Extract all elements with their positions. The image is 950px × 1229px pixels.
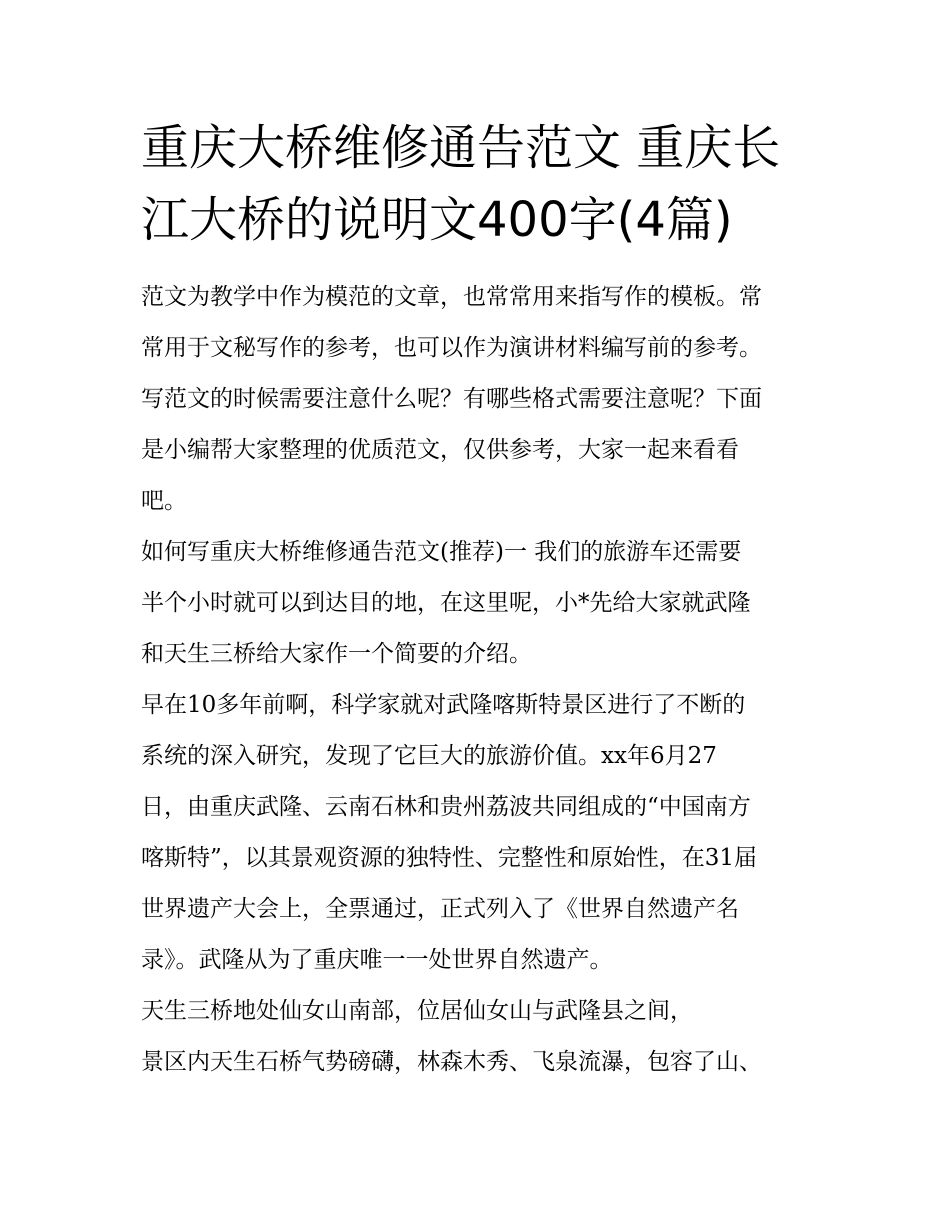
text-line: 常用于文秘写作的参考，也可以作为演讲材料编写前的参考。 — [141, 335, 762, 361]
text-line: 如何写重庆大桥维修通告范文(推荐)一 我们的旅游车还需要 — [141, 539, 742, 565]
text-line: 喀斯特”，以其景观资源的独特性、完整性和原始性，在31届 — [141, 845, 758, 871]
text-line: 早在10多年前啊，科学家就对武隆喀斯特景区进行了不断的 — [141, 692, 746, 718]
paragraph-history — [141, 680, 813, 986]
text-line: 录》。武隆从为了重庆唯一一处世界自然遗产。 — [141, 947, 613, 973]
text-line: 天生三桥地处仙女山南部，位居仙女山与武隆县之间， — [141, 998, 693, 1024]
paragraph-intro — [141, 272, 813, 527]
document-title — [141, 112, 813, 256]
text-line: 系统的深入研究，发现了它巨大的旅游价值。xx年6月27 — [141, 743, 717, 769]
document-body — [141, 272, 813, 1088]
text-line: 景区内天生石桥气势磅礴，林森木秀、飞泉流瀑，包容了山、 — [141, 1049, 762, 1075]
text-line: 吧。 — [141, 488, 187, 514]
document-page — [141, 112, 813, 1088]
text-line: 和天生三桥给大家作一个简要的介绍。 — [141, 641, 532, 667]
text-line: 范文为教学中作为模范的文章，也常常用来指写作的模板。常 — [141, 284, 762, 310]
text-line: 写范文的时候需要注意什么呢？有哪些格式需要注意呢？下面 — [141, 386, 762, 412]
text-line: 是小编帮大家整理的优质范文，仅供参考，大家一起来看看 — [141, 437, 739, 463]
title-line-2: 江大桥的说明文400字(4篇) — [141, 192, 733, 248]
paragraph-section-one — [141, 527, 813, 680]
paragraph-three-bridges — [141, 986, 813, 1088]
text-line: 日，由重庆武隆、云南石林和贵州荔波共同组成的“中国南方 — [141, 794, 751, 820]
title-line-1: 重庆大桥维修通告范文 重庆长 — [141, 120, 781, 176]
text-line: 世界遗产大会上，全票通过，正式列入了《世界自然遗产名 — [141, 896, 739, 922]
text-line: 半个小时就可以到达目的地，在这里呢，小*先给大家就武隆 — [141, 590, 751, 616]
